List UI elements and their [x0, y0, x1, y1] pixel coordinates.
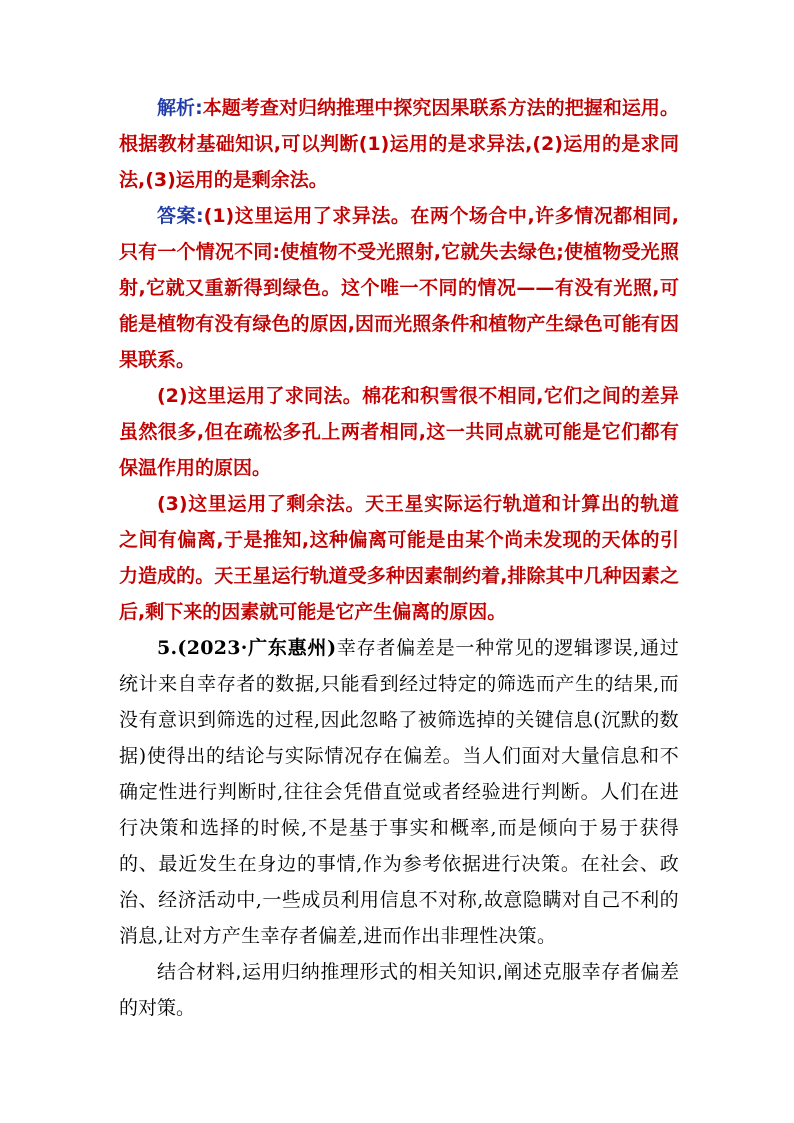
answer-label: 答案: [157, 205, 204, 227]
answer-paragraph-2 [119, 378, 679, 486]
answer-part-2: (2)这里运用了求同法。棉花和积雪很不相同,它们之间的差异虽然很多,但在疏松多孔上两者相同,这一共同点就可能是它们都有保温作用的原因。 [119, 385, 679, 479]
question-5-material-text: 幸存者偏差是一种常见的逻辑谬误,通过统计来自幸存者的数据,只能看到经过特定的筛选而产生的结果,而没有意识到筛选的过程,因此忽略了被筛选掉的关键信息(沉默的数据)使得出的结论与实际情况存在偏差。当人们面对大量信息和不确定性进行判断时,往往会凭借直觉或者经验进行判断。人们在进行决策和选择的时候,不是基于事实和概率,而是倾向于易于获得的、最近发生在身边的事情,作为参考依据进行决策。在社会、政治、经济活动中,一些成员利用信息不对称,故意隐瞒对自己不利的消息,让对方产生幸存者偏差,进而作出非理性决策。 [119, 637, 679, 947]
answer-part-3: (3)这里运用了剩余法。天王星实际运行轨道和计算出的轨道之间有偏离,于是推知,这种偏离可能是由某个尚未发现的天体的引力造成的。天王星运行轨道受多种因素制约着,排除其中几种因素之后,剩下来的因素就可能是它产生偏离的原因。 [119, 493, 679, 623]
document-content [119, 90, 679, 1026]
question-5-number: 5.(2023·广东惠州) [157, 637, 337, 659]
question-5-task: 结合材料,运用归纳推理形式的相关知识,阐述克服幸存者偏差的对策。 [119, 961, 679, 1019]
answer-part-1: (1)这里运用了求异法。在两个场合中,许多情况都相同,只有一个情况不同:使植物不受光照射,它就失去绿色;使植物受光照射,它就又重新得到绿色。这个唯一不同的情况——有没有光照,可能是植物有没有绿色的原因,因而光照条件和植物产生绿色可能有因果联系。 [119, 205, 679, 371]
answer-paragraph-1 [119, 198, 679, 378]
analysis-text: 本题考查对归纳推理中探究因果联系方法的把握和运用。根据教材基础知识,可以判断(1)运用的是求异法,(2)运用的是求同法,(3)运用的是剩余法。 [119, 97, 679, 191]
analysis-label: 解析: [157, 97, 203, 119]
analysis-paragraph [119, 90, 679, 198]
answer-paragraph-3 [119, 486, 679, 630]
question-5-material [119, 630, 679, 954]
